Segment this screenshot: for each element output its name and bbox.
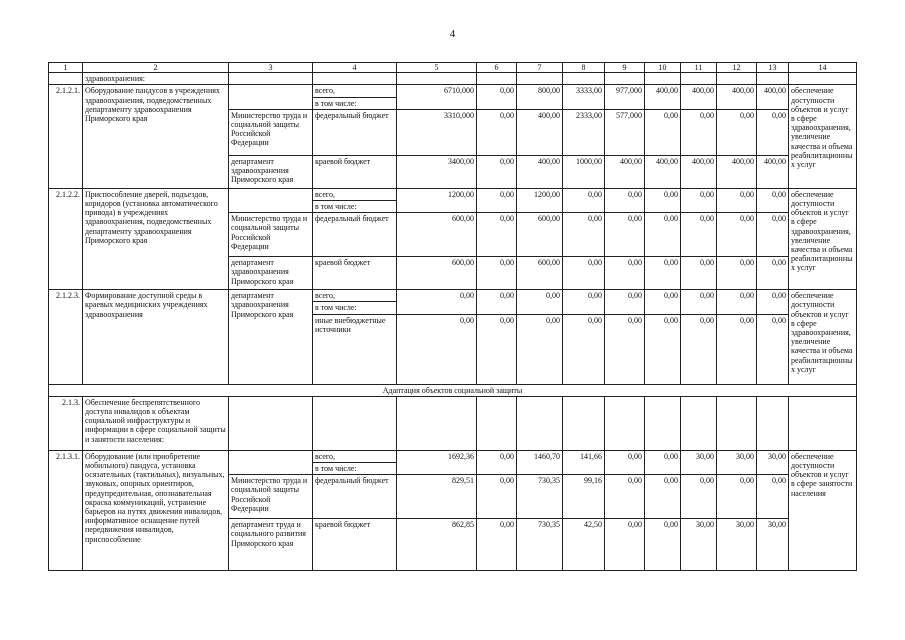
value-cell: 0,00 — [757, 213, 789, 257]
value-cell: 0,00 — [717, 257, 757, 290]
value-cell: 3310,000 — [397, 109, 477, 155]
value-cell: 0,00 — [717, 314, 757, 384]
value-cell: 0,00 — [645, 314, 681, 384]
value-cell: 0,00 — [477, 314, 517, 384]
program-table — [48, 62, 857, 571]
executor: Министерство труда и социальной защиты Российской Федерации — [229, 475, 313, 519]
value-cell: 0,00 — [517, 314, 563, 384]
value-cell: 0,00 — [757, 314, 789, 384]
value-cell: 0,00 — [397, 314, 477, 384]
executor: департамент здравоохранения Приморского края — [229, 290, 313, 384]
value-cell: 400,00 — [681, 155, 717, 188]
value-cell: 600,00 — [397, 257, 477, 290]
value-cell: 0,00 — [645, 257, 681, 290]
value-cell: 400,00 — [681, 85, 717, 109]
item-code: 2.1.3. — [49, 396, 83, 450]
value-cell: 2333,00 — [563, 109, 605, 155]
value-cell: 0,00 — [563, 188, 605, 212]
cell — [477, 73, 517, 85]
cell — [397, 396, 477, 450]
value-cell: 0,00 — [717, 475, 757, 519]
expected-outcome: обеспечение доступности объектов и услуг в сфере здравоохранения, увеличение качества и объема реабилитационных услуг — [789, 85, 857, 188]
value-cell: 1200,00 — [397, 188, 477, 212]
value-cell: 0,00 — [645, 519, 681, 571]
value-cell: 3400,00 — [397, 155, 477, 188]
value-cell: 0,00 — [757, 109, 789, 155]
value-cell: 1692,36 — [397, 450, 477, 474]
header-cell: 3 — [229, 63, 313, 73]
value-cell: 0,00 — [477, 155, 517, 188]
value-cell: 0,00 — [645, 213, 681, 257]
value-cell: 0,00 — [645, 475, 681, 519]
value-cell: 829,51 — [397, 475, 477, 519]
value-cell: 0,00 — [605, 213, 645, 257]
value-cell: 600,00 — [517, 213, 563, 257]
header-cell: 11 — [681, 63, 717, 73]
value-cell: 0,00 — [477, 475, 517, 519]
cell — [789, 396, 857, 450]
funding-source: краевой бюджет — [313, 155, 397, 188]
cell — [789, 73, 857, 85]
value-cell: 30,00 — [717, 450, 757, 474]
value-cell: 400,00 — [517, 155, 563, 188]
item-name: Обеспечение беспрепятственного доступа инвалидов к объектам социальной инфраструктуры и информации в сфере социальной защиты и занятости населения: — [83, 396, 229, 450]
cell — [563, 396, 605, 450]
header-cell: 13 — [757, 63, 789, 73]
value-cell: 0,00 — [717, 188, 757, 212]
value-cell: 0,00 — [605, 314, 645, 384]
expected-outcome: обеспечение доступности объектов и услуг в сфере здравоохранения, увеличение качества и объема реабилитационных услуг — [789, 188, 857, 289]
value-cell: 0,00 — [517, 290, 563, 314]
value-cell: 400,00 — [605, 155, 645, 188]
value-cell: 0,00 — [477, 519, 517, 571]
item-code: 2.1.3.1. — [49, 450, 83, 570]
value-cell: 30,00 — [681, 519, 717, 571]
value-cell: 0,00 — [717, 109, 757, 155]
cell — [313, 73, 397, 85]
cell — [49, 73, 83, 85]
cell — [717, 396, 757, 450]
value-cell: 0,00 — [717, 290, 757, 314]
value-cell: 0,00 — [605, 475, 645, 519]
executor — [229, 450, 313, 474]
cell — [757, 73, 789, 85]
funding-source: в том числе: — [313, 463, 397, 475]
item-name: Оборудование пандусов в учреждениях здравоохранения, подведомственных департаменту здравоохранения Приморского края — [83, 85, 229, 188]
cell — [563, 73, 605, 85]
value-cell: 0,00 — [477, 257, 517, 290]
value-cell: 400,00 — [717, 155, 757, 188]
expected-outcome: обеспечение доступности объектов и услуг в сфере занятости населения — [789, 450, 857, 570]
cell — [605, 396, 645, 450]
value-cell: 600,00 — [397, 213, 477, 257]
cell — [229, 396, 313, 450]
value-cell: 0,00 — [605, 519, 645, 571]
expected-outcome: обеспечение доступности объектов и услуг в сфере здравоохранения, увеличение качества и объема реабилитационных услуг — [789, 290, 857, 384]
value-cell: 0,00 — [681, 257, 717, 290]
funding-source: всего, — [313, 290, 397, 302]
cell — [313, 396, 397, 450]
table-row — [49, 85, 857, 97]
value-cell: 0,00 — [681, 314, 717, 384]
value-cell: 0,00 — [681, 188, 717, 212]
item-code: 2.1.2.2. — [49, 188, 83, 289]
value-cell: 0,00 — [605, 450, 645, 474]
value-cell: 42,50 — [563, 519, 605, 571]
value-cell: 730,35 — [517, 519, 563, 571]
header-cell: 10 — [645, 63, 681, 73]
table-header-row — [49, 63, 857, 73]
value-cell: 600,00 — [517, 257, 563, 290]
executor: Министерство труда и социальной защиты Российской Федерации — [229, 213, 313, 257]
value-cell: 730,35 — [517, 475, 563, 519]
value-cell: 0,00 — [717, 213, 757, 257]
value-cell: 0,00 — [563, 314, 605, 384]
cell — [517, 396, 563, 450]
cell — [605, 73, 645, 85]
value-cell: 400,00 — [757, 85, 789, 109]
cell — [757, 396, 789, 450]
funding-source: краевой бюджет — [313, 257, 397, 290]
value-cell: 30,00 — [717, 519, 757, 571]
executor: департамент здравоохранения Приморского края — [229, 155, 313, 188]
cell — [645, 73, 681, 85]
header-cell: 7 — [517, 63, 563, 73]
value-cell: 0,00 — [757, 475, 789, 519]
value-cell: 400,00 — [717, 85, 757, 109]
cell — [645, 396, 681, 450]
value-cell: 0,00 — [563, 290, 605, 314]
value-cell: 400,00 — [645, 85, 681, 109]
executor: департамент здравоохранения Приморского края — [229, 257, 313, 290]
value-cell: 141,66 — [563, 450, 605, 474]
cell — [229, 73, 313, 85]
value-cell: 1460,70 — [517, 450, 563, 474]
continuation-text: здравоохранения: — [83, 73, 229, 85]
cell — [517, 73, 563, 85]
value-cell: 0,00 — [645, 290, 681, 314]
value-cell: 99,16 — [563, 475, 605, 519]
funding-source: федеральный бюджет — [313, 109, 397, 155]
value-cell: 1000,00 — [563, 155, 605, 188]
cell — [397, 73, 477, 85]
value-cell: 3333,00 — [563, 85, 605, 109]
value-cell: 400,00 — [757, 155, 789, 188]
value-cell: 0,00 — [757, 257, 789, 290]
value-cell: 0,00 — [757, 290, 789, 314]
funding-source: краевой бюджет — [313, 519, 397, 571]
cell — [681, 396, 717, 450]
item-code: 2.1.2.1. — [49, 85, 83, 188]
item-name: Приспособление дверей, подъездов, коридоров (установка автоматического привода) в учреждениях здравоохранения, подведомственных департаменту здравоохранения Приморского края — [83, 188, 229, 289]
value-cell: 6710,000 — [397, 85, 477, 109]
value-cell: 0,00 — [645, 450, 681, 474]
value-cell: 0,00 — [477, 290, 517, 314]
section-row — [49, 384, 857, 396]
value-cell: 0,00 — [681, 475, 717, 519]
value-cell: 30,00 — [681, 450, 717, 474]
value-cell: 1200,00 — [517, 188, 563, 212]
funding-source: федеральный бюджет — [313, 213, 397, 257]
executor — [229, 188, 313, 212]
value-cell: 577,000 — [605, 109, 645, 155]
funding-source: иные внебюджетные источники — [313, 314, 397, 384]
item-name: Оборудование (или приобретение мобильного) пандуса, установка осязательных (тактильных), визуальных, звуковых, опорных ориентиров, предупредительная, опознавательная окраска коммуникаций, устранение барьеров на путях движения инвалидов, информативное оснащение путей передвижения инвалидов, приспособление — [83, 450, 229, 570]
value-cell: 0,00 — [477, 213, 517, 257]
value-cell: 30,00 — [757, 519, 789, 571]
funding-source: в том числе: — [313, 201, 397, 213]
value-cell: 977,000 — [605, 85, 645, 109]
value-cell: 0,00 — [645, 109, 681, 155]
value-cell: 0,00 — [605, 290, 645, 314]
value-cell: 0,00 — [397, 290, 477, 314]
header-cell: 9 — [605, 63, 645, 73]
executor — [229, 85, 313, 109]
header-cell: 8 — [563, 63, 605, 73]
value-cell: 0,00 — [563, 257, 605, 290]
value-cell: 0,00 — [477, 85, 517, 109]
funding-source: в том числе: — [313, 97, 397, 109]
value-cell: 0,00 — [605, 188, 645, 212]
value-cell: 0,00 — [477, 109, 517, 155]
value-cell: 800,00 — [517, 85, 563, 109]
table-row — [49, 450, 857, 462]
header-cell: 5 — [397, 63, 477, 73]
value-cell: 0,00 — [563, 213, 605, 257]
value-cell: 862,85 — [397, 519, 477, 571]
header-cell: 14 — [789, 63, 857, 73]
value-cell: 30,00 — [757, 450, 789, 474]
header-cell: 2 — [83, 63, 229, 73]
header-cell: 12 — [717, 63, 757, 73]
funding-source: всего, — [313, 450, 397, 462]
table-row — [49, 188, 857, 200]
value-cell: 400,00 — [517, 109, 563, 155]
header-cell: 1 — [49, 63, 83, 73]
item-name: Формирование доступной среды в краевых медицинских учреждениях здравоохранения — [83, 290, 229, 384]
table-row — [49, 396, 857, 450]
funding-source: федеральный бюджет — [313, 475, 397, 519]
value-cell: 0,00 — [477, 188, 517, 212]
item-code: 2.1.2.3. — [49, 290, 83, 384]
value-cell: 0,00 — [681, 290, 717, 314]
header-cell: 6 — [477, 63, 517, 73]
value-cell: 0,00 — [605, 257, 645, 290]
cell — [717, 73, 757, 85]
funding-source: всего, — [313, 188, 397, 200]
value-cell: 0,00 — [645, 188, 681, 212]
table-row — [49, 73, 857, 85]
value-cell: 0,00 — [477, 450, 517, 474]
value-cell: 400,00 — [645, 155, 681, 188]
value-cell: 0,00 — [681, 109, 717, 155]
funding-source: в том числе: — [313, 302, 397, 314]
funding-source: всего, — [313, 85, 397, 97]
section-title: Адаптация объектов социальной защиты — [49, 384, 857, 396]
header-cell: 4 — [313, 63, 397, 73]
table-row — [49, 290, 857, 302]
executor: департамент труда и социального развития Приморского края — [229, 519, 313, 571]
value-cell: 0,00 — [681, 213, 717, 257]
cell — [681, 73, 717, 85]
executor: Министерство труда и социальной защиты Российской Федерации — [229, 109, 313, 155]
value-cell: 0,00 — [757, 188, 789, 212]
page-number: 4 — [449, 28, 456, 40]
cell — [477, 396, 517, 450]
